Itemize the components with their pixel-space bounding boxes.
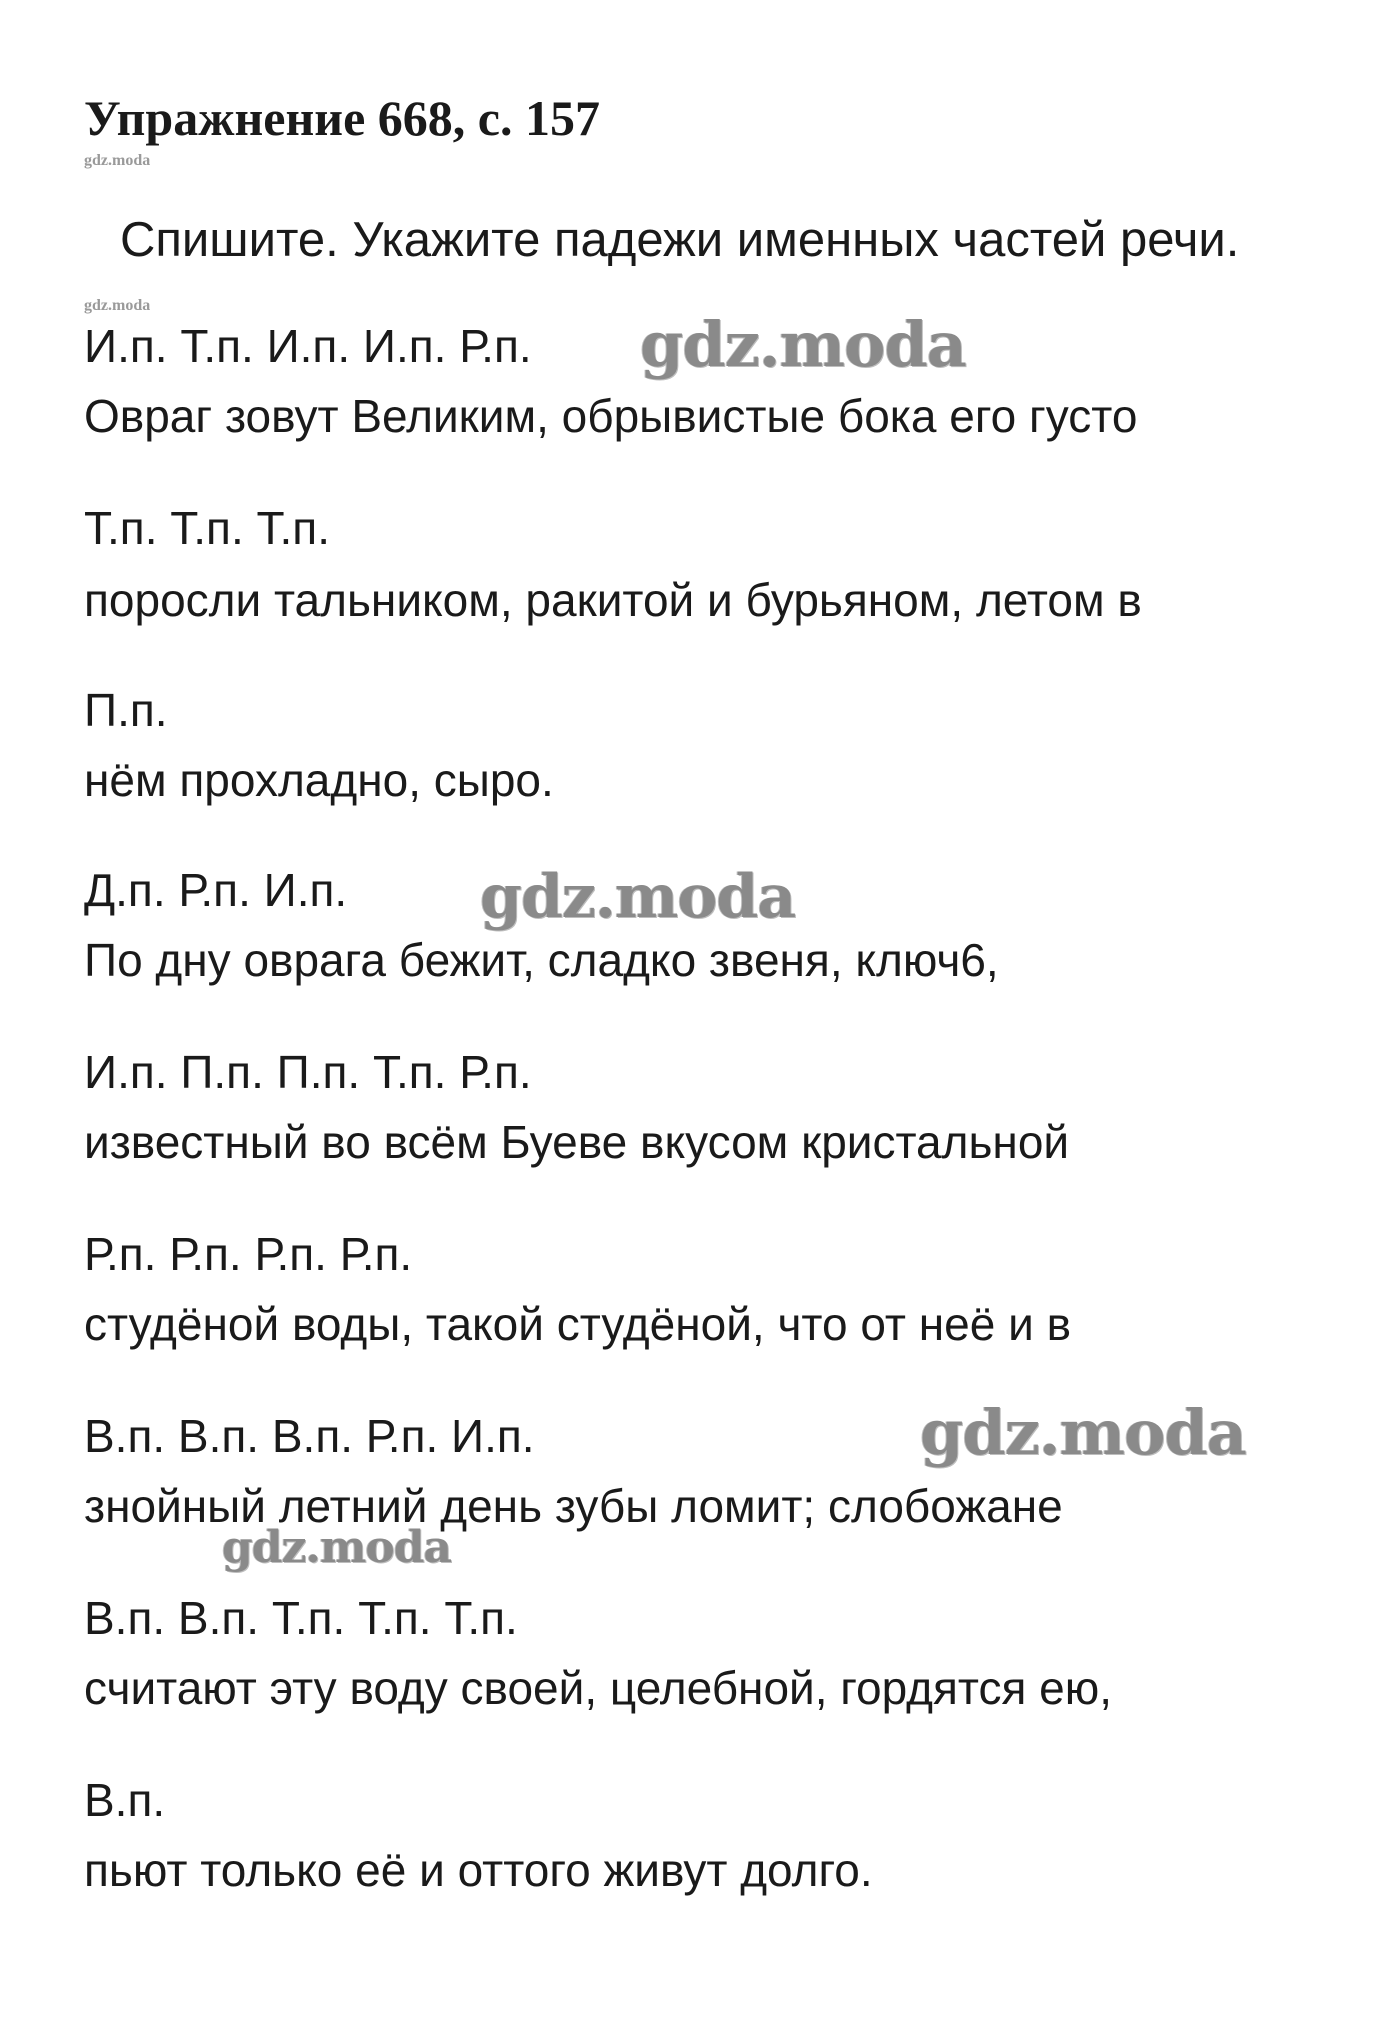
watermark-logo: gdz.moda bbox=[920, 1396, 1246, 1469]
text-line: нём прохладно, сыро. bbox=[84, 754, 554, 806]
watermark-small: gdz.moda bbox=[84, 152, 151, 169]
watermark-logo: gdz.moda bbox=[640, 308, 966, 381]
task-instruction: Спишите. Укажите падежи именных частей речи. bbox=[120, 213, 1240, 267]
text-line: поросли тальником, ракитой и бурьяном, летом в bbox=[84, 574, 1142, 626]
case-annotations: В.п. В.п. В.п. Р.п. И.п. bbox=[84, 1410, 535, 1462]
text-line: По дну оврага бежит, сладко звеня, ключ6, bbox=[84, 934, 999, 986]
text-line: пьют только её и оттого живут долго. bbox=[84, 1844, 873, 1896]
case-annotations: П.п. bbox=[84, 684, 168, 736]
text-line: знойный летний день зубы ломит; слобожане bbox=[84, 1480, 1063, 1532]
watermark-small: gdz.moda bbox=[84, 297, 151, 314]
case-annotations: Р.п. Р.п. Р.п. Р.п. bbox=[84, 1228, 413, 1280]
watermark-logo: gdz.moda bbox=[480, 862, 796, 932]
text-line: считают эту воду своей, целебной, гордятся ею, bbox=[84, 1662, 1113, 1714]
case-annotations: В.п. В.п. Т.п. Т.п. Т.п. bbox=[84, 1592, 518, 1644]
text-line: известный во всём Буеве вкусом кристальной bbox=[84, 1116, 1070, 1168]
watermark-logo: gdz.moda bbox=[222, 1522, 452, 1573]
text-line: Овраг зовут Великим, обрывистые бока его густо bbox=[84, 390, 1138, 442]
page-title: Упражнение 668, с. 157 bbox=[84, 90, 600, 146]
text-line: студёной воды, такой студёной, что от неё и в bbox=[84, 1298, 1072, 1350]
case-annotations: И.п. Т.п. И.п. И.п. Р.п. bbox=[84, 320, 532, 372]
case-annotations: В.п. bbox=[84, 1774, 166, 1826]
case-annotations: Т.п. Т.п. Т.п. bbox=[84, 502, 330, 554]
case-annotations: И.п. П.п. П.п. Т.п. Р.п. bbox=[84, 1046, 532, 1098]
case-annotations: Д.п. Р.п. И.п. bbox=[84, 864, 348, 916]
